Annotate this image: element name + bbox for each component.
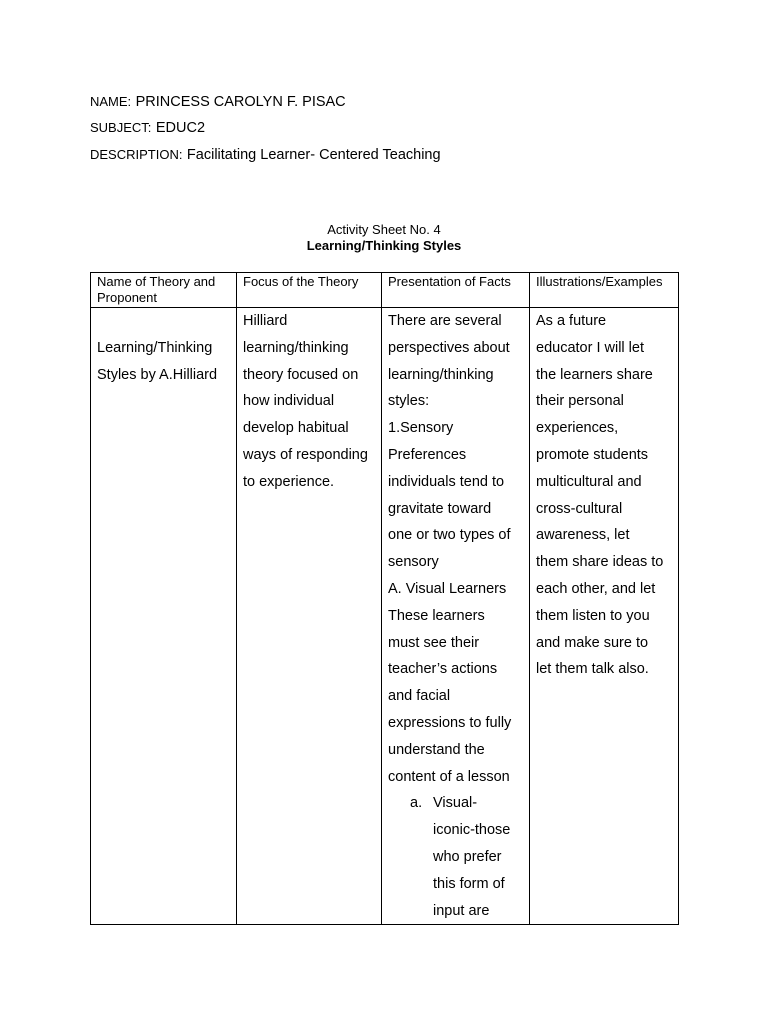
cell-line: promote students — [536, 446, 649, 463]
list-item — [388, 790, 523, 817]
cell-line: There are several — [388, 313, 502, 329]
cell-line: understand the — [388, 741, 485, 758]
theory-name-cell — [91, 308, 237, 925]
cell-line: their personal — [536, 393, 624, 410]
cell-line: A. Visual Learners — [388, 580, 507, 597]
cell-line: and facial — [388, 688, 451, 705]
description-line — [90, 146, 441, 164]
cell-line: the learners share — [536, 366, 653, 383]
column-header: Illustrations/Examples — [530, 273, 679, 308]
cell-line: them share ideas to — [536, 554, 664, 571]
cell-line: Hilliard — [243, 313, 288, 329]
name-value: PRINCESS CAROLYN F. PISAC — [135, 94, 346, 110]
cell-line: gravitate toward — [388, 500, 492, 517]
cell-line: awareness, let — [536, 527, 630, 544]
subject-value: EDUC2 — [155, 120, 206, 136]
cell-line: As a future — [536, 313, 607, 329]
cell-line: Learning/Thinking — [97, 339, 213, 356]
cell-line: develop habitual — [243, 420, 349, 437]
cell-line: cross-cultural — [536, 500, 623, 517]
cell-line: how individual — [243, 393, 335, 410]
cell-line: 1.Sensory — [388, 420, 454, 437]
list-item-continuation: iconic-those — [433, 822, 511, 839]
list-item-continuation: input are — [433, 902, 490, 919]
theory-focus-cell — [237, 308, 382, 925]
cell-line: teacher’s actions — [388, 661, 498, 678]
cell-line: content of a lesson — [388, 768, 510, 785]
cell-line: Styles by A.Hilliard — [97, 366, 218, 383]
activity-sheet-subtitle: Learning/Thinking Styles — [306, 238, 462, 253]
cell-line: learning/thinking — [243, 339, 349, 356]
presentation-of-facts-cell — [382, 308, 530, 925]
activity-sheet-title: Activity Sheet No. 4 — [327, 222, 441, 237]
cell-line: theory focused on — [243, 366, 359, 383]
activity-table — [90, 272, 679, 925]
cell-line: individuals tend to — [388, 473, 505, 490]
cell-line: them listen to you — [536, 607, 650, 624]
cell-line: ways of responding — [243, 446, 368, 463]
cell-line: sensory — [388, 554, 439, 571]
list-item-text: Visual- — [433, 795, 478, 812]
illustrations-examples-cell — [530, 308, 679, 925]
cell-line: These learners — [388, 607, 485, 624]
list-item-continuation: this form of — [433, 875, 505, 892]
cell-line: each other, and let — [536, 580, 656, 597]
column-header: Name of Theory and Proponent — [91, 273, 237, 308]
cell-line: experiences, — [536, 420, 619, 437]
description-value: Facilitating Learner- Centered Teaching — [186, 147, 441, 163]
cell-line — [97, 308, 230, 335]
cell-line: multicultural and — [536, 473, 642, 490]
subject-line — [90, 119, 205, 137]
column-header: Presentation of Facts — [382, 273, 530, 308]
name-label: NAME: — [90, 94, 132, 109]
cell-line: let them talk also. — [536, 661, 649, 678]
column-header: Focus of the Theory — [237, 273, 382, 308]
list-item-marker: a. — [410, 795, 423, 812]
cell-line: learning/thinking — [388, 366, 494, 383]
cell-line: educator I will let — [536, 339, 644, 356]
description-label: DESCRIPTION: — [90, 147, 183, 162]
cell-line: expressions to fully — [388, 714, 512, 731]
cell-line: one or two types of — [388, 527, 511, 544]
cell-line: Preferences — [388, 446, 467, 463]
table-row — [91, 308, 679, 925]
cell-line: perspectives about — [388, 339, 510, 356]
cell-line: and make sure to — [536, 634, 649, 651]
name-line — [90, 93, 346, 111]
cell-line: styles: — [388, 393, 430, 410]
cell-line: must see their — [388, 634, 480, 651]
cell-line: to experience. — [243, 473, 335, 490]
subject-label: SUBJECT: — [90, 120, 152, 135]
list-item-continuation: who prefer — [433, 848, 502, 865]
table-header-row — [91, 273, 679, 308]
